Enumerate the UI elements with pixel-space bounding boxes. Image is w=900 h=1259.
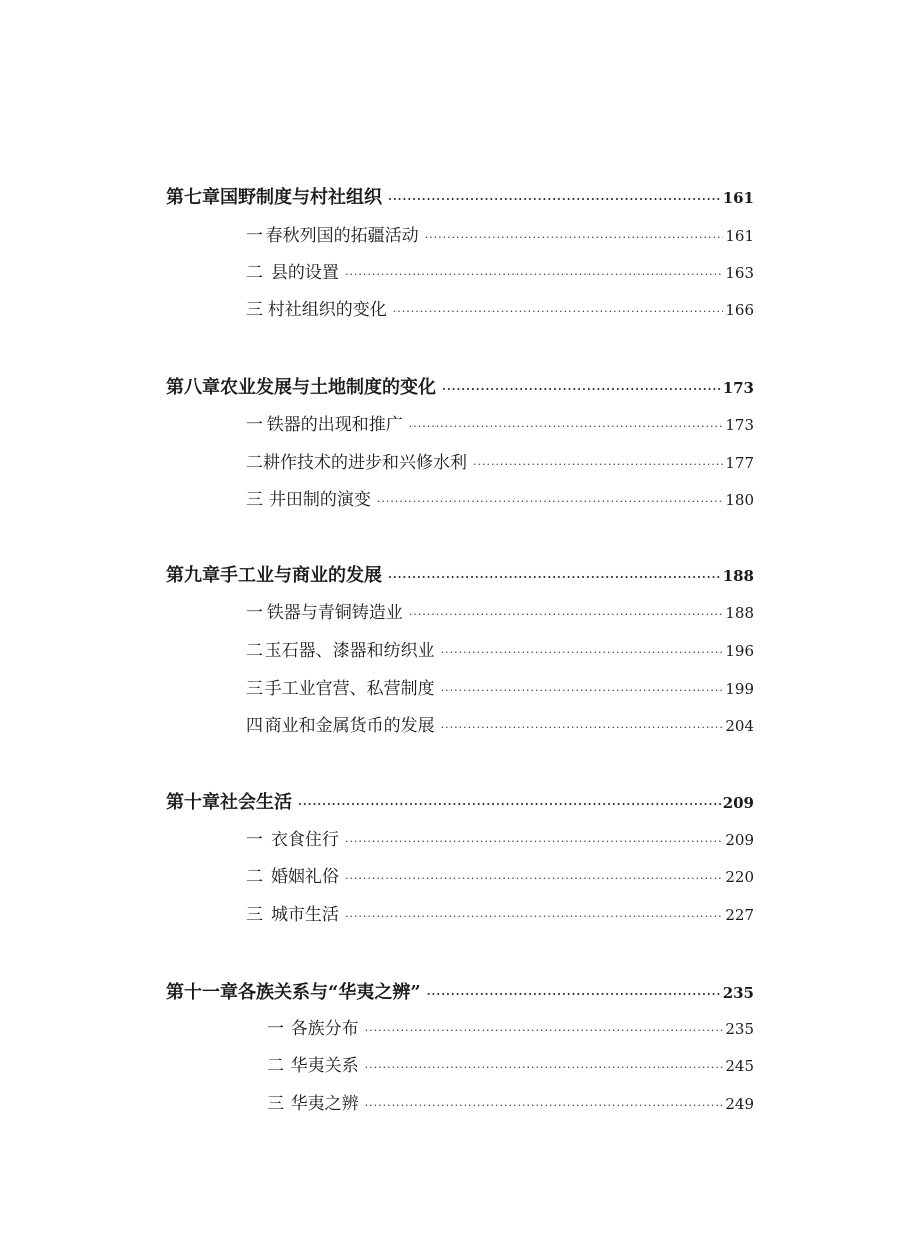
toc-section-entry[interactable] [246,825,754,855]
dot-leader [365,1016,724,1046]
page-number: 173 [722,379,754,397]
section-title: 县的设置 [270,263,339,283]
page-number: 161 [722,189,754,207]
section-title: 井田制的演变 [268,490,371,510]
dot-leader [377,487,724,517]
dot-leader [393,297,724,327]
page-number: 227 [725,906,754,924]
dot-leader [427,980,721,1010]
section-title: 城市生活 [270,905,339,925]
section-title: 各族分布 [290,1019,359,1039]
chapter-title: 农业发展与土地制度的变化 [220,377,436,398]
section-title: 耕作技术的进步和兴修水利 [263,453,467,473]
dot-leader [345,827,723,857]
dot-leader [473,450,723,480]
toc-section-entry[interactable] [246,711,754,741]
chapter-title: 各族关系与“华夷之辨” [238,982,421,1003]
toc-section-entry[interactable] [267,1051,754,1081]
section-title: 婚姻礼俗 [270,867,339,887]
page-number: 163 [725,264,754,282]
dot-leader [409,600,724,630]
page-number: 209 [725,831,754,849]
section-title: 华夷关系 [290,1056,359,1076]
page-number: 204 [725,717,754,735]
dot-leader [365,1053,724,1083]
section-number: 二 [267,1056,284,1076]
page-number: 188 [722,567,754,585]
section-number: 二 [246,867,263,887]
section-number: 四 [246,716,263,736]
dot-leader [345,864,723,894]
toc-section-entry[interactable] [246,862,754,892]
toc-section-entry[interactable] [246,258,754,288]
toc-section-entry[interactable] [267,1014,754,1044]
dot-leader [298,790,721,820]
section-number: 三 [246,905,263,925]
dot-leader [388,185,721,215]
page-number: 235 [722,984,754,1002]
toc-section-entry[interactable] [246,900,754,930]
section-number: 一 [246,415,263,435]
toc-chapter-entry[interactable] [166,788,754,818]
page-number: 199 [725,680,754,698]
section-title: 玉石器、漆器和纺织业 [264,641,435,661]
dot-leader [388,563,721,593]
page-number: 196 [725,642,754,660]
dot-leader [441,713,724,743]
dot-leader [441,676,724,706]
dot-leader [442,375,721,405]
section-number: 二 [246,453,263,473]
page-number: 245 [725,1057,754,1075]
page-number: 209 [722,794,754,812]
toc-section-entry[interactable] [246,448,754,478]
section-number: 二 [246,641,263,661]
page-number: 220 [725,868,754,886]
page-number: 173 [725,416,754,434]
section-number: 一 [246,830,263,850]
page-number: 235 [725,1020,754,1038]
chapter-number: 第十章 [166,792,220,813]
chapter-title: 国野制度与村社组织 [220,187,382,208]
chapter-number: 第十一章 [166,982,238,1003]
toc-section-entry[interactable] [267,1089,754,1119]
toc-section-entry[interactable] [246,485,754,515]
page-number: 161 [725,227,754,245]
toc-chapter-entry[interactable] [166,978,754,1008]
section-number: 三 [246,679,263,699]
section-number: 三 [246,300,263,320]
page-number: 177 [725,454,754,472]
section-number: 三 [246,490,263,510]
section-number: 一 [246,226,263,246]
toc-section-entry[interactable] [246,598,754,628]
dot-leader [345,902,723,932]
chapter-number: 第九章 [166,565,220,586]
section-title: 衣食住行 [270,830,339,850]
section-title: 铁器的出现和推广 [266,415,403,435]
dot-leader [441,638,724,668]
chapter-number: 第七章 [166,187,220,208]
section-number: 三 [267,1094,284,1114]
chapter-number: 第八章 [166,377,220,398]
toc-section-entry[interactable] [246,674,754,704]
page-number: 166 [725,301,754,319]
page-number: 249 [725,1095,754,1113]
toc-section-entry[interactable] [246,410,754,440]
dot-leader [409,412,724,442]
section-title: 铁器与青铜铸造业 [266,603,403,623]
toc-chapter-entry[interactable] [166,561,754,591]
dot-leader [345,260,723,290]
chapter-title: 社会生活 [220,792,292,813]
page-number: 180 [725,491,754,509]
section-title: 商业和金属货币的发展 [264,716,435,736]
toc-chapter-entry[interactable] [166,373,754,403]
page-number: 188 [725,604,754,622]
toc-section-entry[interactable] [246,295,754,325]
chapter-title: 手工业与商业的发展 [220,565,382,586]
section-number: 一 [267,1019,284,1039]
section-number: 一 [246,603,263,623]
toc-section-entry[interactable] [246,221,754,251]
section-title: 手工业官营、私营制度 [264,679,435,699]
section-number: 二 [246,263,263,283]
toc-chapter-entry[interactable] [166,183,754,213]
section-title: 村社组织的变化 [267,300,387,320]
toc-section-entry[interactable] [246,636,754,666]
section-title: 春秋列国的拓疆活动 [265,226,419,246]
dot-leader [365,1091,724,1121]
dot-leader [425,223,724,253]
section-title: 华夷之辨 [290,1094,359,1114]
